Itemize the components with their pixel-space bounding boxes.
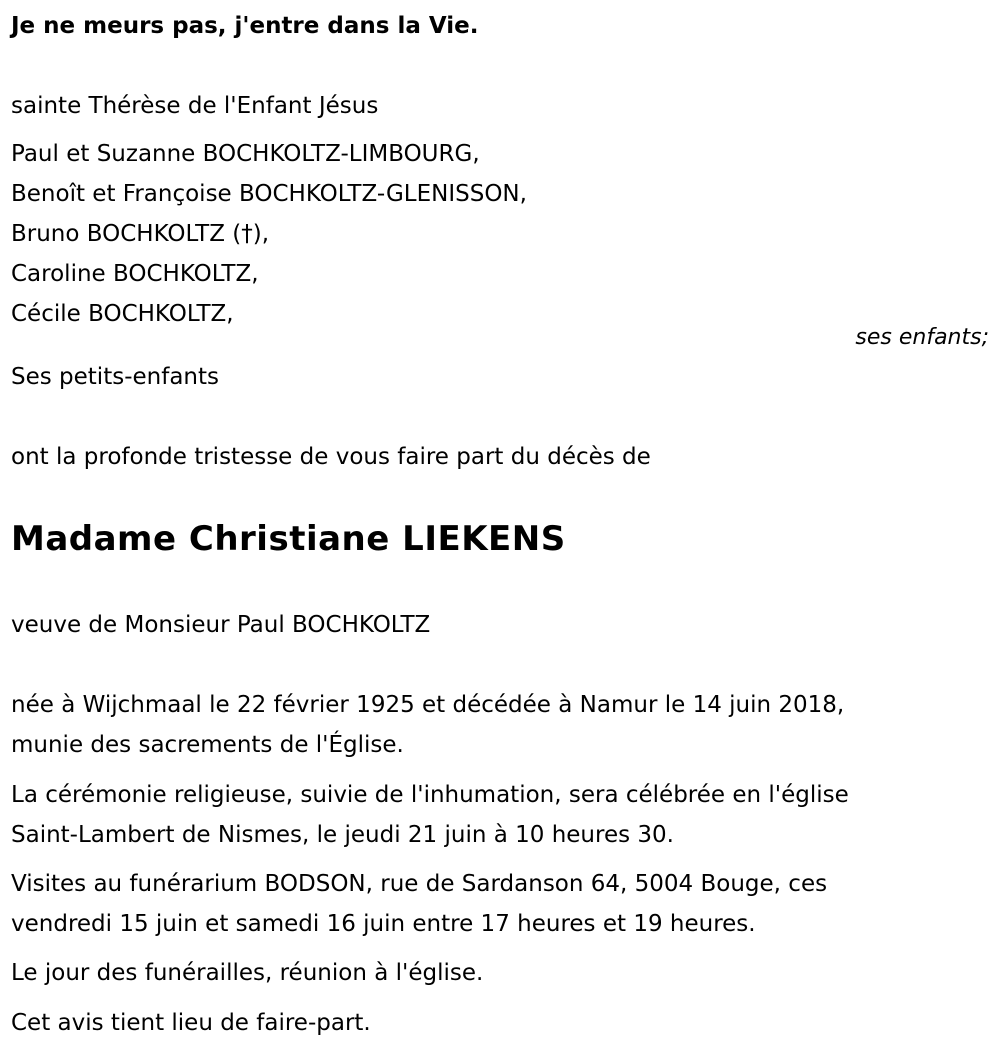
deceased-name: Madame Christiane LIEKENS — [11, 519, 566, 559]
paragraph-line: La cérémonie religieuse, suivie de l'inhumation, sera célébrée en l'église — [11, 782, 849, 808]
child-entry: Bruno BOCHKOLTZ (†), — [11, 221, 270, 247]
child-entry: Caroline BOCHKOLTZ, — [11, 261, 259, 287]
epigraph-quote: Je ne meurs pas, j'entre dans la Vie. — [11, 13, 479, 39]
paragraph-line: née à Wijchmaal le 22 février 1925 et décédée à Namur le 14 juin 2018, — [11, 692, 845, 718]
epigraph-attribution: sainte Thérèse de l'Enfant Jésus — [11, 93, 379, 119]
announcement-text: ont la profonde tristesse de vous faire part du décès de — [11, 444, 651, 470]
paragraph-line: vendredi 15 juin et samedi 16 juin entre 17 heures et 19 heures. — [11, 911, 756, 937]
funeral-day-line: Le jour des funérailles, réunion à l'église. — [11, 960, 484, 986]
child-entry: Benoît et Françoise BOCHKOLTZ-GLENISSON, — [11, 181, 527, 207]
paragraph-line: Saint-Lambert de Nismes, le jeudi 21 juin à 10 heures 30. — [11, 822, 674, 848]
child-entry: Paul et Suzanne BOCHKOLTZ-LIMBOURG, — [11, 141, 480, 167]
paragraph-line: munie des sacrements de l'Église. — [11, 732, 404, 758]
widow-of-line: veuve de Monsieur Paul BOCHKOLTZ — [11, 612, 431, 638]
children-label: ses enfants; — [855, 325, 989, 350]
paragraph-line: Visites au funérarium BODSON, rue de Sardanson 64, 5004 Bouge, ces — [11, 871, 828, 897]
notice-line: Cet avis tient lieu de faire-part. — [11, 1010, 371, 1036]
child-entry: Cécile BOCHKOLTZ, — [11, 301, 234, 327]
grandchildren-line: Ses petits-enfants — [11, 364, 219, 390]
